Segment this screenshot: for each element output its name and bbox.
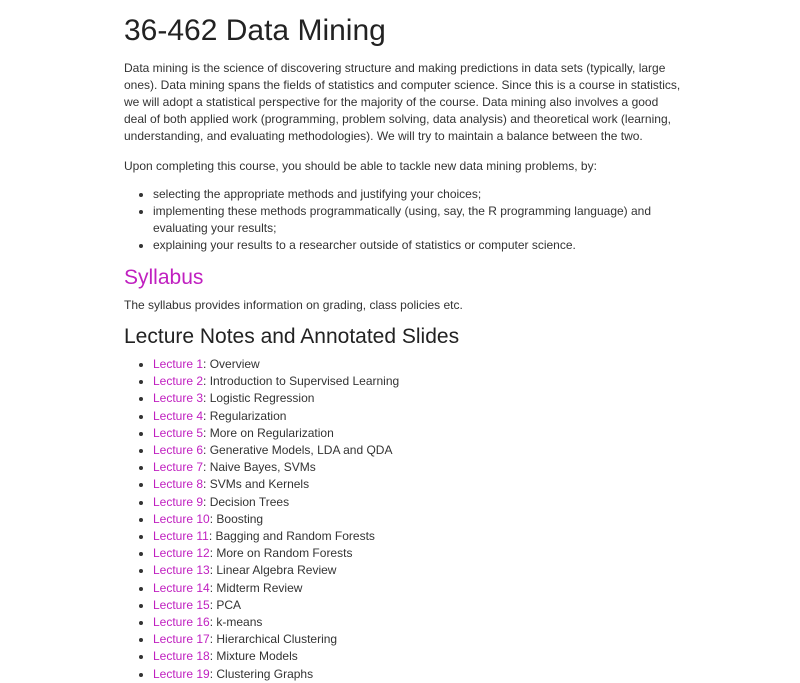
page-title: 36-462 Data Mining xyxy=(124,14,386,47)
lecture-item xyxy=(153,597,399,614)
lecture-list xyxy=(124,356,399,683)
lecture-link[interactable]: Lecture 19 xyxy=(153,666,210,681)
lecture-link[interactable]: Lecture 7 xyxy=(153,460,204,475)
lecture-link[interactable]: Lecture 3 xyxy=(153,391,204,406)
outcomes-list xyxy=(124,186,673,254)
lecture-link[interactable]: Lecture 11 xyxy=(153,529,209,544)
lecture-link[interactable]: Lecture 2 xyxy=(153,374,204,389)
lecture-link[interactable]: Lecture 1 xyxy=(153,357,204,371)
lecture-title: : Introduction to Supervised Learning xyxy=(203,374,400,389)
lecture-title: : Boosting xyxy=(209,511,264,526)
lecture-title: : PCA xyxy=(209,597,242,612)
lecture-link[interactable]: Lecture 17 xyxy=(153,632,210,647)
lecture-link[interactable]: Lecture 12 xyxy=(153,546,210,561)
intro-paragraph: Data mining is the science of discovering structure and making predictions in data sets (typically, large ones). Data mining spans the fields of statistics and computer science. Since this is a course in statistics, we will adopt a statistical perspective for the majority of the course. Data mining also involves a good deal of both applied work (programming, problem solving, data analysis) and theoretical work (learning, understanding, and evaluating methodologies). We will try to maintain a balance between the two. xyxy=(124,61,681,143)
outcome-item: • explaining your results to a researcher outside of statistics or computer science. xyxy=(153,237,673,254)
lecture-link[interactable]: Lecture 5 xyxy=(153,425,204,440)
lecture-item xyxy=(153,666,399,683)
lecture-item xyxy=(153,511,399,528)
lecture-title: : k-means xyxy=(209,615,263,630)
syllabus-link[interactable]: Syllabus xyxy=(124,266,204,289)
lecture-item xyxy=(153,528,399,545)
lecture-item xyxy=(153,476,399,493)
outcome-item: • implementing these methods programmatically (using, say, the R programming language) and evaluating your results; xyxy=(153,203,673,237)
lecture-link[interactable]: Lecture 14 xyxy=(153,580,210,595)
lecture-title: : Logistic Regression xyxy=(203,391,315,406)
lecture-item xyxy=(153,373,399,390)
lecture-item xyxy=(153,545,399,562)
lecture-title: : Decision Trees xyxy=(203,494,290,509)
syllabus-description: The syllabus provides information on grading, class policies etc. xyxy=(124,298,463,312)
lecture-link[interactable]: Lecture 16 xyxy=(153,615,210,630)
lecture-item xyxy=(153,580,399,597)
lecture-title: : Generative Models, LDA and QDA xyxy=(203,443,393,458)
lecture-title: : Mixture Models xyxy=(209,649,298,664)
outcomes-intro: Upon completing this course, you should be able to tackle new data mining problems, by: xyxy=(124,159,597,173)
lecture-title: : Midterm Review xyxy=(209,580,303,595)
lecture-item xyxy=(153,494,399,511)
lecture-link[interactable]: Lecture 10 xyxy=(153,511,210,526)
lecture-title: : Overview xyxy=(203,357,260,371)
lecture-item xyxy=(153,631,399,648)
lecture-item xyxy=(153,459,399,476)
lecture-title: : Bagging and Random Forests xyxy=(208,529,375,544)
lecture-link[interactable]: Lecture 9 xyxy=(153,494,204,509)
lecture-item xyxy=(153,614,399,631)
lecture-link[interactable]: Lecture 6 xyxy=(153,443,204,458)
lecture-title: : SVMs and Kernels xyxy=(203,477,310,492)
lecture-link[interactable]: Lecture 15 xyxy=(153,597,210,612)
outcome-item: • selecting the appropriate methods and justifying your choices; xyxy=(153,186,673,203)
lecture-item xyxy=(153,442,399,459)
lecture-link[interactable]: Lecture 8 xyxy=(153,477,204,492)
lecture-link[interactable]: Lecture 4 xyxy=(153,408,204,423)
lecture-item xyxy=(153,648,399,665)
lecture-item xyxy=(153,390,399,407)
lecture-title: : Regularization xyxy=(203,408,287,423)
lecture-link[interactable]: Lecture 18 xyxy=(153,649,210,664)
lecture-item xyxy=(153,562,399,579)
lecture-title: : More on Random Forests xyxy=(209,546,353,561)
lecture-item xyxy=(153,356,399,373)
lecture-link[interactable]: Lecture 13 xyxy=(153,563,210,578)
lecture-title: : Linear Algebra Review xyxy=(209,563,337,578)
lecture-item xyxy=(153,425,399,442)
lectures-heading: Lecture Notes and Annotated Slides xyxy=(124,325,460,348)
lecture-title: : Hierarchical Clustering xyxy=(209,632,338,647)
lecture-title: : Clustering Graphs xyxy=(209,666,314,681)
lecture-title: : Naive Bayes, SVMs xyxy=(203,460,316,475)
lecture-title: : More on Regularization xyxy=(203,425,334,440)
lecture-item xyxy=(153,408,399,425)
